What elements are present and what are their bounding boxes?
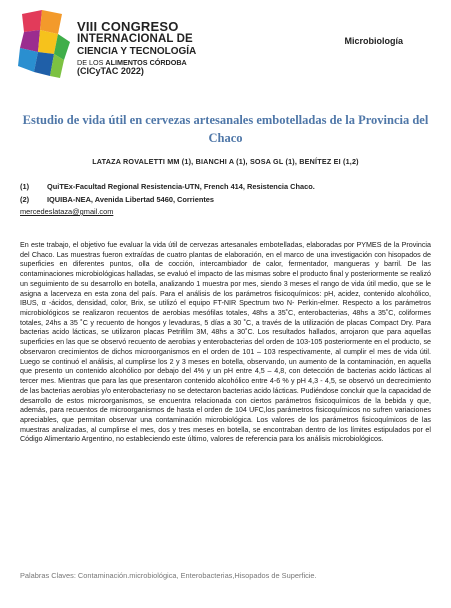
affiliation-1-number: (1) — [20, 182, 30, 191]
keywords-line: Palabras Claves: Contaminación.microbiológica, Enterobacterias,Hisopados de Superficie. — [20, 571, 317, 580]
logo-line-1: VIII CONGRESO — [77, 19, 179, 34]
affiliation-1-text: QuiTEx-Facultad Regional Resistencia-UTN, French 414, Resistencia Chaco. — [47, 182, 315, 191]
author-list: LATAZA ROVALETTI MM (1), BIANCHI A (1), SOSA GL (1), BENÍTEZ EI (1,2) — [92, 157, 359, 166]
congress-logo — [14, 8, 219, 82]
affiliation-1 — [20, 182, 315, 191]
logo-line-4 — [77, 59, 227, 66]
congress-logo-text — [77, 20, 227, 76]
affiliation-2-text: IQUIBA-NEA, Avenida Libertad 5460, Corrientes — [47, 195, 215, 204]
contact-email-link[interactable]: mercedeslataza@gmail.com — [20, 207, 114, 216]
logo-line-4-prefix: DE LOS — [77, 57, 106, 67]
logo-line-5: (CICyTAC 2022) — [77, 65, 144, 76]
logo-line-4-bold: ALIMENTOS CÓRDOBA — [105, 57, 187, 67]
congress-logo-art-icon — [14, 8, 74, 82]
subject-area: Microbiología — [344, 36, 403, 46]
affiliation-2 — [20, 195, 214, 204]
logo-line-2: INTERNACIONAL DE — [77, 33, 193, 45]
paper-title: Estudio de vida útil en cervezas artesanales embotelladas de la Provincia del Chaco — [22, 113, 429, 145]
affiliation-2-number: (2) — [20, 195, 30, 204]
abstract-body: En este trabajo, el objetivo fue evaluar la vida útil de cervezas artesanales embotelladas, elaboradas por PYMES de la Provincia del Chaco. Las muestras fueron extraídas de cuatro plantas de elaboración, en el marco de una investigación con hisopados de superficies en diferentes puntos, olla de cocción, intercambiador de calor, fermentador, mangueras y barril. De las contaminaciones microbiológicas halladas, se evaluó el impacto de las mismas sobre el producto final y posteriormente se realizó un seguimiento de su desarrollo en botella, analizando 1 muestra por mes, siendo 3 meses el rango de vida útil medio, que se le asigna a lacerveza en esta zona del país. Para el análisis de los parámetros fisicoquímicos: pH, acidez, contenido alcohólico, IBUS, α -ácidos, densidad, color, Brix, se utilizó el equipo FT-NIR Spectrum two N- Perkin-elmer. Respecto a los parámetros microbiológicos se realizaron recuentos de aerobias mesófilas totales, 48hs a 35˚C, enterobacterias, 48hs a 35˚C, coliformes totales, 24hs a 35 ˚C y recuento de hongos y levaduras, 5 días a 30 ˚C, a través de la utilización de placas Compact Dry. Para bacterias acido lácticas, se utilizaron placas Petrifilm 3M, 48hs a 30˚C. Los resultados hallados, arrojaron que para aquellas superficies en las que se observó recuento de aerobias y enterobacterias del orden de 103-105 posteriormente en el producto, se observaron crecimientos de dichos microorganismos en el orden de 101 – 103 respectivamente, al cumplir el mes de vida útil. Luego se continuó el análisis, al cumplirse los 2 y 3 meses en botella, observando, un aumento de la contaminación, en aquella que presento un contenido alcohólico por debajo del 4% y un pH entre 4,5 – 4,8, con detección de bacterias acido lácticas al tercer mes. Mientras que para las que presentaron contenido alcohólico entre 4-6 % y pH 4,3 - 4,5, se observó un decrecimiento de las bacterias aerobias y/o enterobacteriasy no se detectaron bacterias acido lácticas. Pudiéndose concluir que la capacidad de desarrollo de estos microorganismos, se encuentra relacionada con ciertos parámetros fisicoquímicos de la bebida y que, además, para recuentos de microorganismos de hasta el orden de 104 UFC,los parámetros fisicoquímicos no sufren variaciones apreciables, que permitan observar una contaminación microbiológica. Los valores de los parámetros fisicoquímicos de las muestras analizadas, al cumplirse el mes, dos y tres meses en botella, se encontraban dentro de los límites estipulados por el Código Alimentario Argentino, no estableciendo este último, valores de referencia para los análisis microbiológicos. — [20, 241, 431, 444]
logo-line-3: CIENCIA Y TECNOLOGÍA — [77, 45, 197, 57]
